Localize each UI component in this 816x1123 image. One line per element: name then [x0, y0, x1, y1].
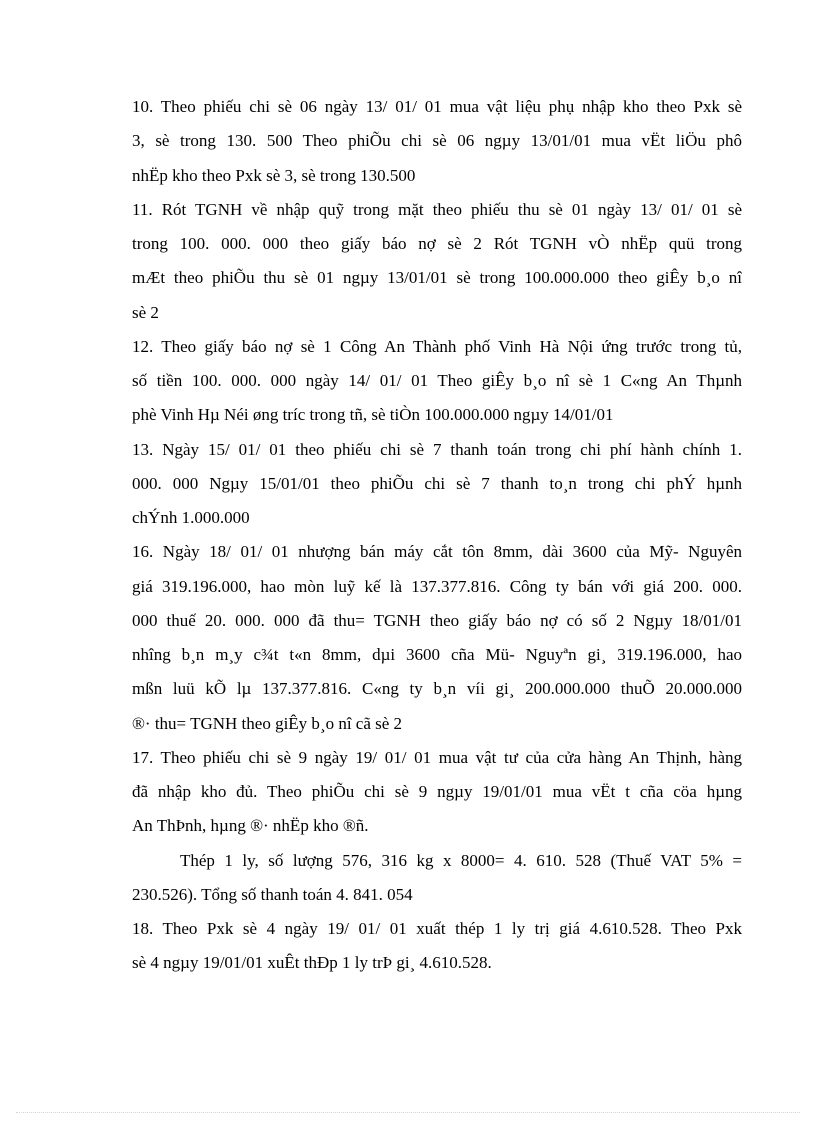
text-line: 230.526). Tổng số thanh toán 4. 841. 054 [132, 884, 413, 904]
text-line: 11. Rót TGNH về nhập quỹ trong mặt theo phiếu thu sè 01 ngày 13/ 01/ 01 sè [132, 199, 742, 219]
text-line: An ThÞnh, hµng ®· nhËp kho ®ñ. [132, 816, 369, 836]
text-line: 16. Ngày 18/ 01/ 01 nhượng bán máy cắt tôn 8mm, dài 3600 của Mỹ- Nguyên [132, 542, 742, 562]
text-line: đã nhập kho đủ. Theo phiÕu chi sè 9 ngµy 19/01/01 mua vËt t cña cöa hµng [132, 782, 742, 801]
text-line: sè 4 ngµy 19/01/01 xuÊt thÐp 1 ly trÞ gi¸ 4.610.528. [132, 953, 492, 973]
text-line: 3, sè trong 130. 500 Theo phiÕu chi sè 06 ngµy 13/01/01 mua vËt liÖu phô [132, 131, 742, 151]
page-bottom-divider [16, 1112, 800, 1113]
text-line: trong 100. 000. 000 theo giấy báo nợ sè 2 Rót TGNH vÒ nhËp quü trong [132, 234, 742, 253]
text-line: giá 319.196.000, hao mòn luỹ kế là 137.377.816. Công ty bán với giá 200. 000. [132, 576, 742, 596]
text-line: 10. Theo phiếu chi sè 06 ngày 13/ 01/ 01 mua vật liệu phụ nhập kho theo Pxk sè [132, 97, 742, 116]
document-body [132, 90, 742, 981]
text-line: Thép 1 ly, số lượng 576, 316 kg x 8000= 4. 610. 528 (Thuế VAT 5% = [180, 850, 742, 870]
text-line: chÝnh 1.000.000 [132, 508, 250, 527]
text-line: ®· thu= TGNH theo giÊy b¸o nî cã sè 2 [132, 713, 403, 733]
text-line: 000. 000 Ngµy 15/01/01 theo phiÕu chi sè 7 thanh to¸n trong chi phÝ hµnh [132, 473, 742, 493]
text-line: nhîng b¸n m¸y c¾t t«n 8mm, dµi 3600 cña Mü- Nguyªn gi¸ 319.196.000, hao [132, 645, 742, 664]
text-line: phè Vinh Hµ Néi øng tríc trong tñ, sè tiÒn 100.000.000 ngµy 14/01/01 [132, 405, 614, 425]
text-line: 18. Theo Pxk sè 4 ngày 19/ 01/ 01 xuất thép 1 ly trị giá 4.610.528. Theo Pxk [132, 919, 742, 938]
text-line: 17. Theo phiếu chi sè 9 ngày 19/ 01/ 01 mua vật tư của cửa hàng An Thịnh, hàng [132, 747, 742, 767]
text-line: số tiền 100. 000. 000 ngày 14/ 01/ 01 Theo giÊy b¸o nî sè 1 C«ng An Thµnh [132, 371, 742, 390]
text-line: 000 thuế 20. 000. 000 đã thu= TGNH theo giấy báo nợ có số 2 Ngµy 18/01/01 [132, 610, 742, 630]
text-line: nhËp kho theo Pxk sè 3, sè trong 130.500 [132, 165, 416, 185]
text-line: mÆt theo phiÕu thu sè 01 ngµy 13/01/01 sè trong 100.000.000 theo giÊy b¸o nî [132, 268, 742, 288]
text-line: 12. Theo giấy báo nợ sè 1 Công An Thành phố Vinh Hà Nội ứng trước trong tủ, [132, 336, 742, 356]
text-line: mßn luü kÕ lµ 137.377.816. C«ng ty b¸n víi gi¸ 200.000.000 thuÕ 20.000.000 [132, 679, 742, 699]
text-line: 13. Ngày 15/ 01/ 01 theo phiếu chi sè 7 thanh toán trong chi phí hành chính 1. [132, 439, 742, 459]
text-line: sè 2 [132, 302, 159, 322]
